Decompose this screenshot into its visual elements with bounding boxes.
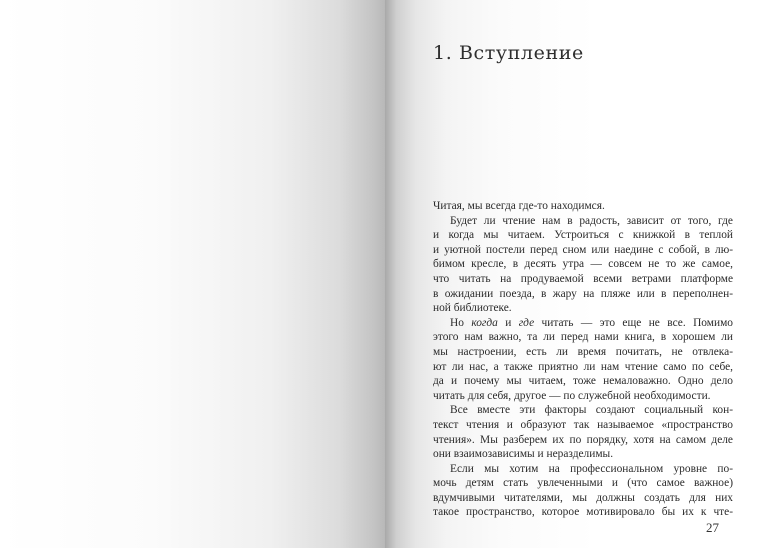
text-line: вдумчивыми читателями, мы должны создать для них: [433, 491, 733, 504]
text-line: Будет ли чтение нам в радость, зависит от того, где: [450, 214, 733, 227]
text-line: ют ли нас, а также приятно ли нам чтение само по себе,: [433, 360, 733, 373]
text-line: Но когда и где читать — это еще не все. Помимо: [450, 316, 733, 329]
text-line: что читать на продуваемой всеми ветрами платформе: [433, 272, 733, 285]
page-body-text: [433, 199, 733, 520]
text-line: Читая, мы всегда где-то находимся.: [433, 200, 605, 212]
text-line: бимом кресле, в десять утра — совсем не то же самое,: [433, 258, 733, 271]
text-line: в ожидании поезда, в жару на пляже или в переполнен-: [433, 287, 733, 300]
text-line: текст чтения и образуют так называемое «пространство: [433, 418, 733, 431]
text-line: и уютной постели перед сном или наедине с собой, в лю-: [433, 243, 733, 256]
text-line: этого нам важно, та ли перед нами книга, в хорошем ли: [433, 331, 733, 344]
text-line: они взаимозависимы и неразделимы.: [433, 448, 614, 461]
text-line: да и почему мы читаем, тоже немаловажно. Одно дело: [433, 375, 733, 388]
text-line: Все вместе эти факторы создают социальный кон-: [450, 404, 733, 417]
text-line: мы настроении, есть ли время почитать, не отвлека-: [433, 345, 733, 358]
text-line: ной библиотеке.: [433, 302, 512, 315]
text-line: Если мы хотим на профессиональном уровне по-: [450, 462, 733, 475]
text-line: такое пространство, которое мотивировало бы их к чте-: [433, 506, 733, 519]
text-line: чтения». Мы разберем их по порядку, хотя на самом деле: [433, 433, 733, 446]
text-line: и когда мы читаем. Устроиться с книжкой в теплой: [433, 229, 733, 242]
text-line: читать для себя, другое — по служебной необходимости.: [433, 389, 711, 402]
page-number: 27: [706, 520, 719, 535]
chapter-title: 1. Вступление: [433, 42, 584, 64]
text-line: мочь детям стать увлеченными и (что самое важное): [433, 477, 733, 490]
